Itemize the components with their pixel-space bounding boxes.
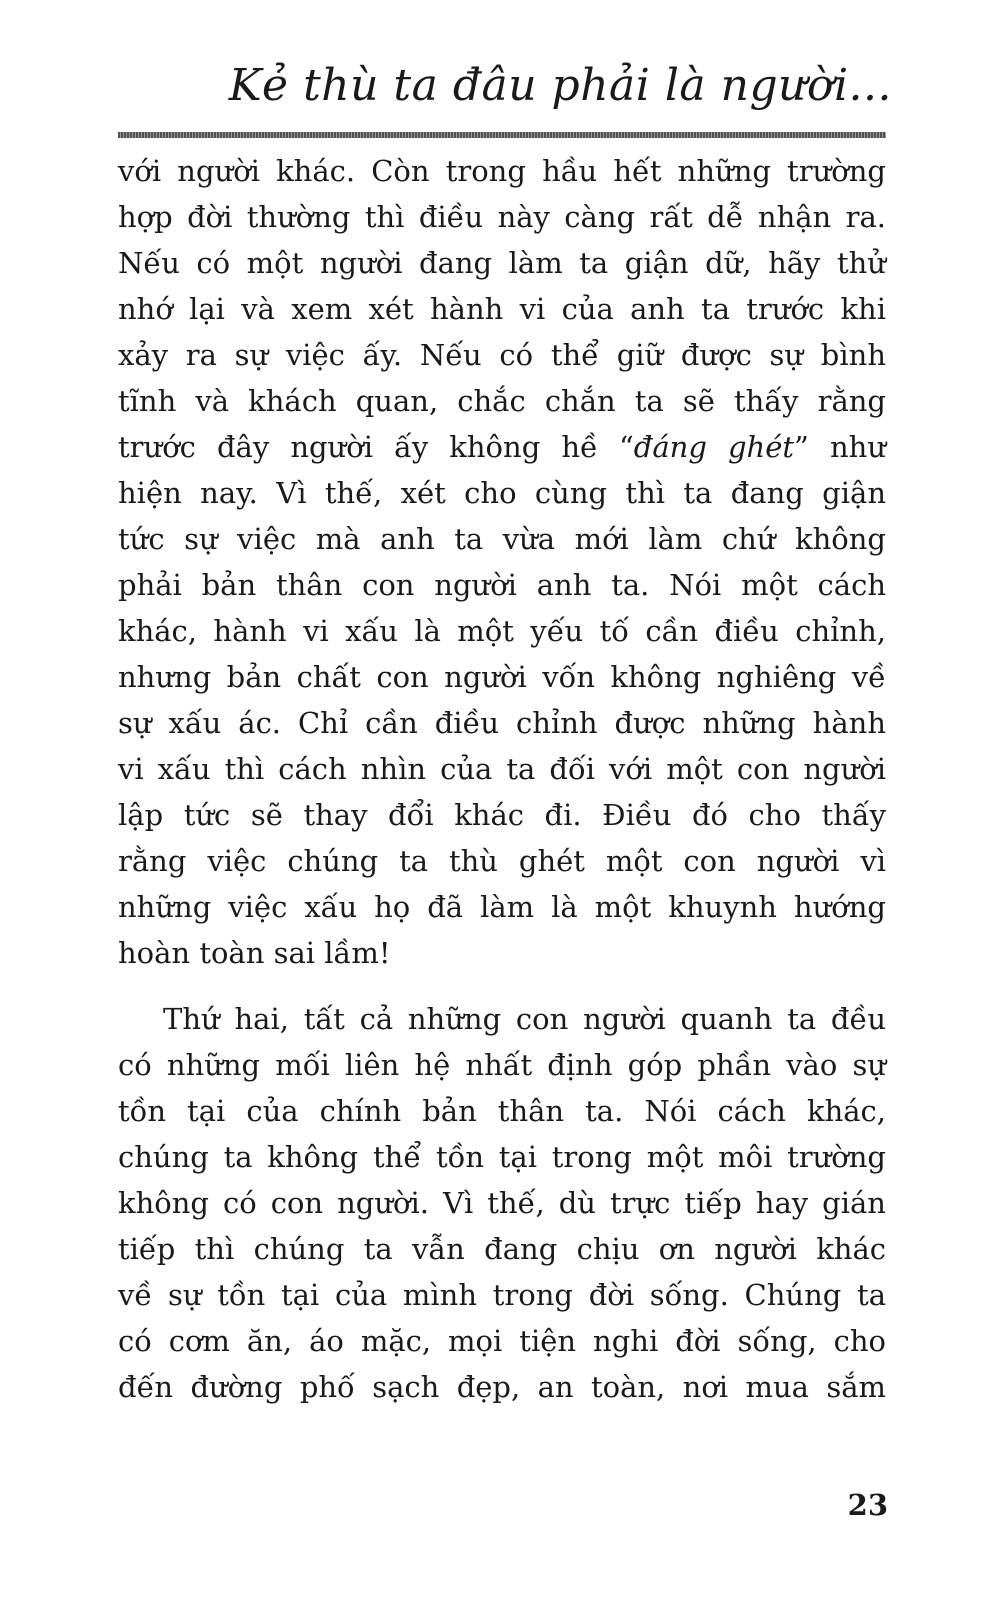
emphasized-phrase: đáng ghét	[633, 430, 795, 464]
text-line: Nếu có một người đang làm ta giận dữ, hãy thử	[118, 246, 886, 280]
text-line: nhưng bản chất con người vốn không nghiêng về	[118, 660, 886, 694]
text-line: những việc xấu họ đã làm là một khuynh hướng	[118, 890, 886, 924]
paragraph-spacer	[118, 976, 886, 996]
text-line: hiện nay. Vì thế, xét cho cùng thì ta đang giận	[118, 476, 886, 510]
text-line: tồn tại của chính bản thân ta. Nói cách khác,	[118, 1094, 886, 1128]
text-line: với người khác. Còn trong hầu hết những trường	[118, 154, 886, 188]
text-line: chúng ta không thể tồn tại trong một môi trường	[118, 1140, 886, 1174]
text-line: có những mối liên hệ nhất định góp phần vào sự	[118, 1048, 886, 1082]
text-line: đến đường phố sạch đẹp, an toàn, nơi mua sắm	[118, 1370, 886, 1404]
text-line: hợp đời thường thì điều này càng rất dễ nhận ra.	[118, 200, 886, 234]
paragraph	[118, 996, 886, 1410]
text-line: phải bản thân con người anh ta. Nói một cách	[118, 568, 886, 602]
body-text	[118, 148, 886, 1410]
text-line: có cơm ăn, áo mặc, mọi tiện nghi đời sống, cho	[118, 1324, 886, 1358]
running-header-title: Kẻ thù ta đâu phải là người...	[228, 60, 892, 111]
text-line: tức sự việc mà anh ta vừa mới làm chứ không	[118, 522, 886, 556]
text-line: hoàn toàn sai lầm!	[118, 936, 391, 970]
text-line: lập tức sẽ thay đổi khác đi. Điều đó cho thấy	[118, 798, 886, 832]
paragraph	[118, 148, 886, 976]
header-divider	[118, 132, 886, 138]
text-line: không có con người. Vì thế, dù trực tiếp hay gián	[118, 1186, 886, 1220]
text-line: tĩnh và khách quan, chắc chắn ta sẽ thấy rằng	[118, 384, 886, 418]
text-line: tiếp thì chúng ta vẫn đang chịu ơn người khác	[118, 1232, 886, 1266]
text-line: xảy ra sự việc ấy. Nếu có thể giữ được sự bình	[118, 338, 886, 372]
text-line: về sự tồn tại của mình trong đời sống. Chúng ta	[118, 1278, 886, 1312]
text-line: nhớ lại và xem xét hành vi của anh ta trước khi	[118, 292, 886, 326]
text-line: khác, hành vi xấu là một yếu tố cần điều chỉnh,	[118, 614, 886, 648]
text-line: trước đây người ấy không hề “đáng ghét” như	[118, 430, 886, 464]
page-number: 23	[847, 1488, 888, 1522]
text-line: sự xấu ác. Chỉ cần điều chỉnh được những hành	[118, 706, 886, 740]
text-line: Thứ hai, tất cả những con người quanh ta đều	[163, 1002, 886, 1036]
text-line: vi xấu thì cách nhìn của ta đối với một con người	[118, 752, 886, 786]
text-line: rằng việc chúng ta thù ghét một con người vì	[118, 844, 886, 878]
